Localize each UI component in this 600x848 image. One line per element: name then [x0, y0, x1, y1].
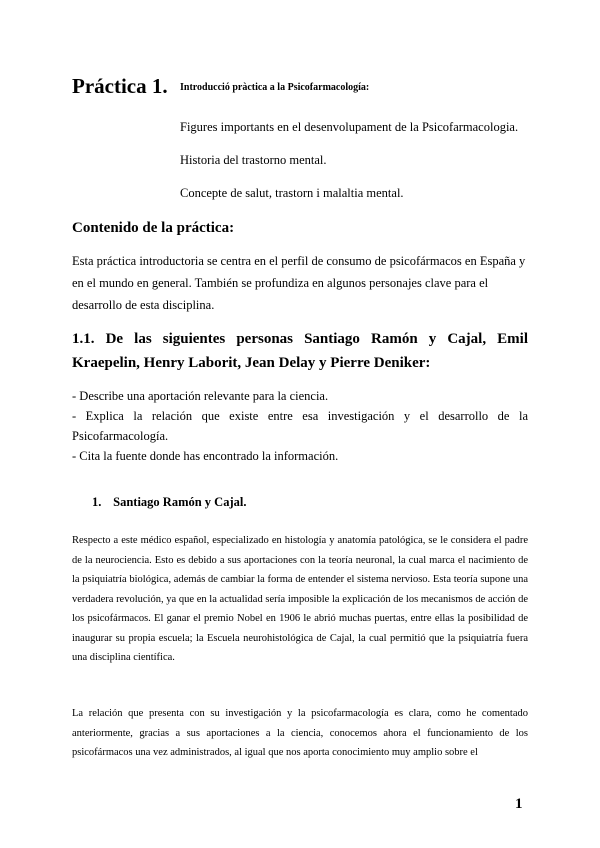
objective-item: Concepte de salut, trastorn i malaltia mental.	[180, 186, 404, 200]
page-title: Práctica 1.	[72, 74, 168, 98]
task-item: - Describe una aportación relevante para la ciencia.	[72, 389, 329, 403]
page-number: 1	[515, 796, 523, 812]
body-paragraph: La relación que presenta con su investigación y la psicofarmacología es clara, como he comentado anteriormente, gracias a sus aportaciones a la ciencia, conocemos ahora el funcionamiento de los psicofármacos una vez administrados, al igual que nos aporta conocimiento muy amplio sobre el	[72, 708, 528, 758]
task-item: - Explica la relación que existe entre esa investigación y el desarrollo de la Psicofarmacología.	[72, 409, 528, 443]
subsection-number: 1.	[92, 495, 102, 509]
objective-item: Historia del trastorno mental.	[180, 153, 327, 167]
task-list	[72, 386, 528, 466]
question-heading: 1.1. De las siguientes personas Santiago Ramón y Cajal, Emil Kraepelin, Henry Laborit, Jean Delay y Pierre Deniker:	[72, 331, 528, 371]
subsection-heading	[92, 494, 246, 510]
objective-item: Figures importants en el desenvolupament de la Psicofarmacologia.	[180, 120, 519, 134]
task-item: - Cita la fuente donde has encontrado la información.	[72, 449, 339, 463]
body-paragraph: Respecto a este médico español, especializado en histología y anatomía patológica, se le considera el padre de la neurociencia. Esto es debido a sus aportaciones con la teoría neuronal, la cual marca el nacimiento de la psiquiatría biológica, además de cambiar la forma de entender el sistema nervioso. Esta teoría supone una verdadera revolución, ya que en la actualidad sería imposible la explicación de los mecanismos de acción de los psicofármacos. El ganar el premio Nobel en 1906 le abrió muchas puertas, entre ellas la posibilidad de inaugurar su propia escuela; la Escuela neurohistológica de Cajal, la cual permitió que la psiquiatría fuera una disciplina científica.	[72, 535, 528, 663]
page-subtitle: Introducció pràctica a la Psicofarmacología:	[180, 82, 370, 93]
subsection-title: Santiago Ramón y Cajal.	[113, 495, 247, 509]
intro-paragraph: Esta práctica introductoria se centra en el perfil de consumo de psicofármacos en España y en el mundo en general. También se profundiza en algunos personajes clave para el desarrollo de esta disciplina.	[72, 254, 526, 312]
section-heading: Contenido de la práctica:	[72, 220, 235, 236]
